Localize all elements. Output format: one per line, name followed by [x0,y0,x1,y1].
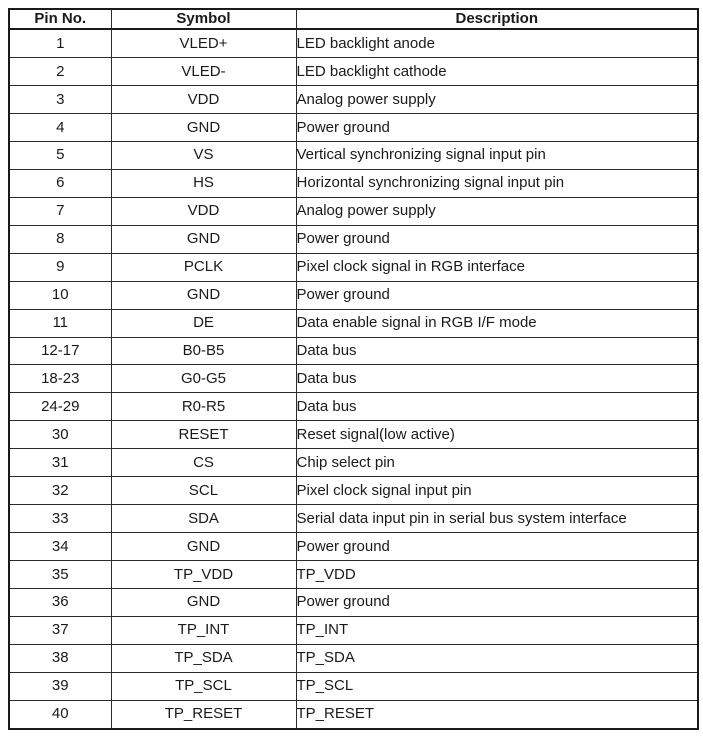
pin-number-cell: 34 [9,533,111,561]
symbol-cell: VDD [111,86,296,114]
pin-number-cell: 8 [9,225,111,253]
description-cell: Analog power supply [296,197,698,225]
table-row [9,114,698,142]
pin-number-cell: 9 [9,253,111,281]
table-row [9,588,698,616]
table-row [9,505,698,533]
description-cell: Chip select pin [296,449,698,477]
pin-number-cell: 10 [9,281,111,309]
column-header-description: Description [296,9,698,29]
table-row [9,644,698,672]
symbol-cell: RESET [111,421,296,449]
description-cell: Pixel clock signal input pin [296,477,698,505]
table-row [9,616,698,644]
pin-number-cell: 3 [9,86,111,114]
table-header [9,9,698,29]
description-cell: TP_INT [296,616,698,644]
pin-number-cell: 38 [9,644,111,672]
symbol-cell: CS [111,449,296,477]
pin-number-cell: 12-17 [9,337,111,365]
pin-number-cell: 18-23 [9,365,111,393]
table-row [9,421,698,449]
pin-number-cell: 5 [9,141,111,169]
pin-number-cell: 39 [9,672,111,700]
pin-number-cell: 11 [9,309,111,337]
column-header-pin-no: Pin No. [9,9,111,29]
description-cell: Power ground [296,533,698,561]
description-cell: TP_VDD [296,561,698,589]
description-cell: Pixel clock signal in RGB interface [296,253,698,281]
description-cell: Power ground [296,281,698,309]
description-cell: Data enable signal in RGB I/F mode [296,309,698,337]
pin-number-cell: 2 [9,58,111,86]
pin-number-cell: 30 [9,421,111,449]
description-cell: LED backlight cathode [296,58,698,86]
table-row [9,561,698,589]
pin-number-cell: 6 [9,169,111,197]
table-body [9,29,698,729]
pin-number-cell: 31 [9,449,111,477]
description-cell: Power ground [296,225,698,253]
header-row [9,9,698,29]
description-cell: TP_SCL [296,672,698,700]
symbol-cell: HS [111,169,296,197]
symbol-cell: VS [111,141,296,169]
table-row [9,86,698,114]
table-row [9,225,698,253]
table-row [9,58,698,86]
table-row [9,672,698,700]
symbol-cell: TP_RESET [111,700,296,729]
symbol-cell: GND [111,533,296,561]
table-row [9,197,698,225]
description-cell: Data bus [296,393,698,421]
table-row [9,169,698,197]
symbol-cell: SDA [111,505,296,533]
table-row [9,253,698,281]
description-cell: Power ground [296,588,698,616]
table-row [9,141,698,169]
pin-number-cell: 36 [9,588,111,616]
description-cell: TP_SDA [296,644,698,672]
table-row [9,337,698,365]
symbol-cell: GND [111,588,296,616]
description-cell: Vertical synchronizing signal input pin [296,141,698,169]
table-row [9,281,698,309]
symbol-cell: G0-G5 [111,365,296,393]
table-row [9,365,698,393]
description-cell: Serial data input pin in serial bus system interface [296,505,698,533]
symbol-cell: GND [111,281,296,309]
symbol-cell: VDD [111,197,296,225]
description-cell: TP_RESET [296,700,698,729]
pin-number-cell: 4 [9,114,111,142]
pin-number-cell: 7 [9,197,111,225]
description-cell: Data bus [296,365,698,393]
symbol-cell: TP_SDA [111,644,296,672]
symbol-cell: TP_INT [111,616,296,644]
pin-description-table [8,8,699,730]
symbol-cell: GND [111,225,296,253]
pin-number-cell: 33 [9,505,111,533]
table-row [9,393,698,421]
symbol-cell: PCLK [111,253,296,281]
table-row [9,29,698,58]
symbol-cell: VLED+ [111,29,296,58]
symbol-cell: SCL [111,477,296,505]
description-cell: Horizontal synchronizing signal input pin [296,169,698,197]
table-row [9,477,698,505]
pin-number-cell: 24-29 [9,393,111,421]
description-cell: Power ground [296,114,698,142]
pin-number-cell: 35 [9,561,111,589]
pin-number-cell: 1 [9,29,111,58]
symbol-cell: GND [111,114,296,142]
description-cell: Analog power supply [296,86,698,114]
table-row [9,309,698,337]
pin-number-cell: 37 [9,616,111,644]
table-row [9,533,698,561]
symbol-cell: TP_VDD [111,561,296,589]
symbol-cell: B0-B5 [111,337,296,365]
table-row [9,700,698,729]
pin-number-cell: 32 [9,477,111,505]
column-header-symbol: Symbol [111,9,296,29]
description-cell: Data bus [296,337,698,365]
description-cell: LED backlight anode [296,29,698,58]
symbol-cell: TP_SCL [111,672,296,700]
symbol-cell: VLED- [111,58,296,86]
pin-number-cell: 40 [9,700,111,729]
symbol-cell: DE [111,309,296,337]
symbol-cell: R0-R5 [111,393,296,421]
description-cell: Reset signal(low active) [296,421,698,449]
table-row [9,449,698,477]
